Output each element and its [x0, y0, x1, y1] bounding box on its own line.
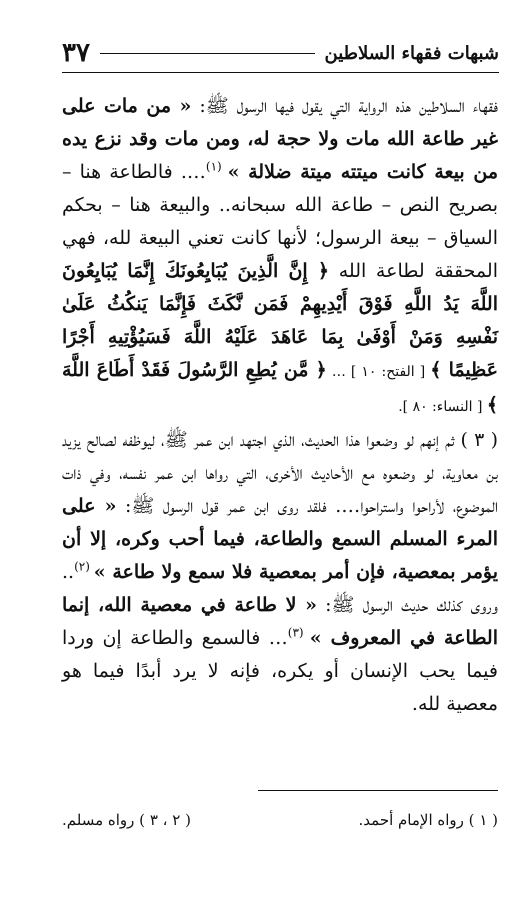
header-rule: [100, 53, 315, 54]
footnote-ref: (١): [205, 159, 228, 174]
quran-verse: ﴿ إِنَّ الَّذِينَ يُبَايِعُونَكَ إِنَّمَا يُبَايِعُونَ اللَّهَ يَدُ اللَّهِ فَوْقَ أَيْدِيهِمْ فَمَن نَّكَثَ فَإِنَّمَا يَنكُثُ عَلَىٰ نَفْسِهِ وَمَنْ أَوْفَىٰ بِمَا عَاهَدَ عَلَيْهُ اللَّهَ فَسَيُؤْتِيهِ أَجْرًا عَظِيمًا ﴾: [62, 260, 498, 381]
footnote-2: ( ٢ ، ٣ ) رواه مسلم.: [62, 811, 191, 829]
hadith-quote: « من مات على غير طاعة الله مات ولا حجة له، ومن مات وقد نزع يده من بيعة كانت ميتته ميتة ضلالة »: [62, 95, 499, 183]
text-span: فقهاء السلاطين هذه الرواية التي يقول فيها الرسول ﷺ:: [191, 95, 498, 117]
body-text: [62, 90, 498, 721]
footnote-rule: [258, 790, 498, 791]
page-number: ٣٧: [62, 38, 90, 68]
text-span: … فالسمع والطاعة إن وردا فيما يحب الإنسان أو يكره، فإنه لا يرد أبدًا فيما هو معصية لله.: [62, 627, 498, 715]
footnote-1: ( ١ ) رواه الإمام أحمد.: [358, 811, 498, 829]
verse-reference: [ الفتح: ١٠ ] …: [326, 364, 431, 380]
footnote-ref: (٢): [74, 559, 94, 574]
paragraph-1: [62, 90, 498, 424]
text-span: .. وروى كذلك حديث الرسول ﷺ:: [62, 561, 499, 616]
verse-reference: [ النساء: ٨٠ ].: [398, 399, 487, 415]
text-span: …. فالطاعة هنا – بصريح النص – طاعة الله سبحانه.. والبيعة هنا – بحكم السياق – بيعة الرسول؛ لأنها كانت تعني البيعة لله، فهي المحققة لطاعة الله: [62, 161, 498, 282]
footnotes: [62, 808, 498, 832]
paragraph-2: [62, 424, 498, 721]
text-span: ( ٣ ) ثم إنهم لو وضعوا هذا الحديث، الذي اجتهد ابن عمر ﷺ، ليوظفه لصالح يزيد بن معاوية، لو وضعوه مع الأحاديث الأخرى، التي رواها ابن عمر نفسه، وفي ذات الموضوع، لأراحوا واستراحوا…. فلقد روى ابن عمر قول الرسول ﷺ:: [62, 429, 498, 517]
hadith-quote: « لا طاعة في معصية الله، إنما الطاعة في المعروف »: [62, 594, 498, 649]
footnote-ref: (٣): [287, 625, 310, 640]
quran-verse: ﴿ مَّن يُطِعِ الرَّسُولَ فَقَدْ أَطَاعَ اللَّهَ ﴾: [62, 359, 498, 416]
running-title: شبهات فقهاء السلاطين: [324, 42, 499, 64]
hadith-quote: « على المرء المسلم السمع والطاعة، فيما أحب وكره، إلا أن يؤمر بمعصية، فإن أمر بمعصية فلا سمع ولا طاعة »: [62, 495, 498, 583]
page-header: [62, 34, 499, 73]
